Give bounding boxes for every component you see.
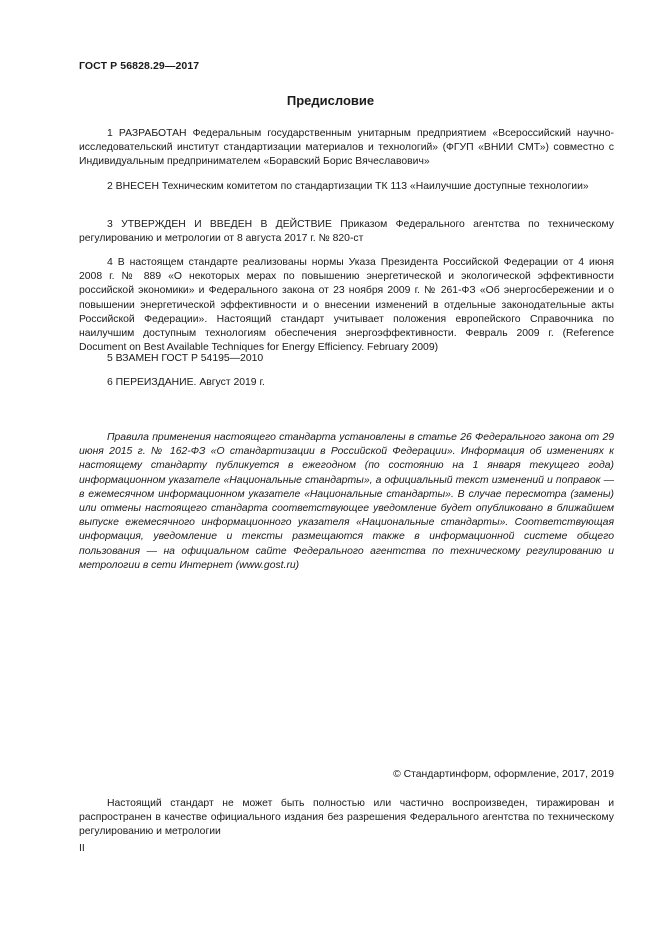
section-title: Предисловие — [286, 93, 375, 108]
reproduction-notice: Настоящий стандарт не может быть полностью или частично воспроизведен, тиражирован и распространен в качестве официального издания без разрешения Федерального агентства по техническому регулированию и метрологии — [79, 798, 614, 838]
rules-notice: Правила применения настоящего стандарта установлены в статье 26 Федерального закона от 29 июня 2015 г. № 162-ФЗ «О стандартизации в Российской Федерации». Информация об изменениях к настоящему стандарту публикуется в ежегодном (по состоянию на 1 января текущего года) информационном указателе «Национальные стандарты», а официальный текст изменений и поправок — в ежемесячном информационном указателе «Национальные стандарты». В случае пересмотра (замены) или отмены настоящего стандарта соответствующее уведомление будет опубликовано в ближайшем выпуске ежемесячного информационного указателя «Национальные стандарты». Соответствующая информация, уведомление и тексты размещаются также в информационной системе общего пользования — на официальном сайте Федерального агентства по техническому регулированию и метрологии в сети Интернет (www.gost.ru) — [79, 432, 614, 571]
paragraph-norms-implemented: 4 В настоящем стандарте реализованы нормы Указа Президента Российской Федерации от 4 июня 2008 г. № 889 «О некоторых мерах по повышению энергетической и экологической эффективности российской экономики» и Федерального закона от 23 ноября 2009 г. № 261-ФЗ «Об энергосбережении и о повышении энергетической эффективности и о внесении изменений в отдельные законодательные акты Российской Федерации». Настоящий стандарт учитывает положения европейского Справочника по наилучшим доступным технологиям обеспечения энергоэффективности. Февраль 2009 г. (Reference Document on Best Available Techniques for Energy Efficiency. February 2009) — [79, 257, 614, 354]
paragraph-introduced-by: 2 ВНЕСЕН Техническим комитетом по стандартизации ТК 113 «Наилучшие доступные технологии» — [107, 181, 589, 192]
paragraph-approved: 3 УТВЕРЖДЕН И ВВЕДЕН В ДЕЙСТВИЕ Приказом Федерального агентства по техническому регулированию и метрологии от 8 августа 2017 г. № 820-ст — [79, 219, 614, 245]
standard-code-header: ГОСТ Р 56828.29—2017 — [79, 60, 200, 72]
paragraph-replaces: 5 ВЗАМЕН ГОСТ Р 54195—2010 — [107, 353, 264, 364]
page-number: II — [79, 843, 85, 854]
paragraph-developed-by: 1 РАЗРАБОТАН Федеральным государственным унитарным предприятием «Всероссийский научно-исследовательский институт стандартизации материалов и технологий» (ФГУП «ВНИИ СМТ») совместно с Индивидуальным предпринимателем «Боравский Борис Вячеславович» — [79, 128, 614, 168]
copyright-line: © Стандартинформ, оформление, 2017, 2019 — [393, 769, 614, 780]
paragraph-reissue: 6 ПЕРЕИЗДАНИЕ. Август 2019 г. — [107, 377, 265, 388]
